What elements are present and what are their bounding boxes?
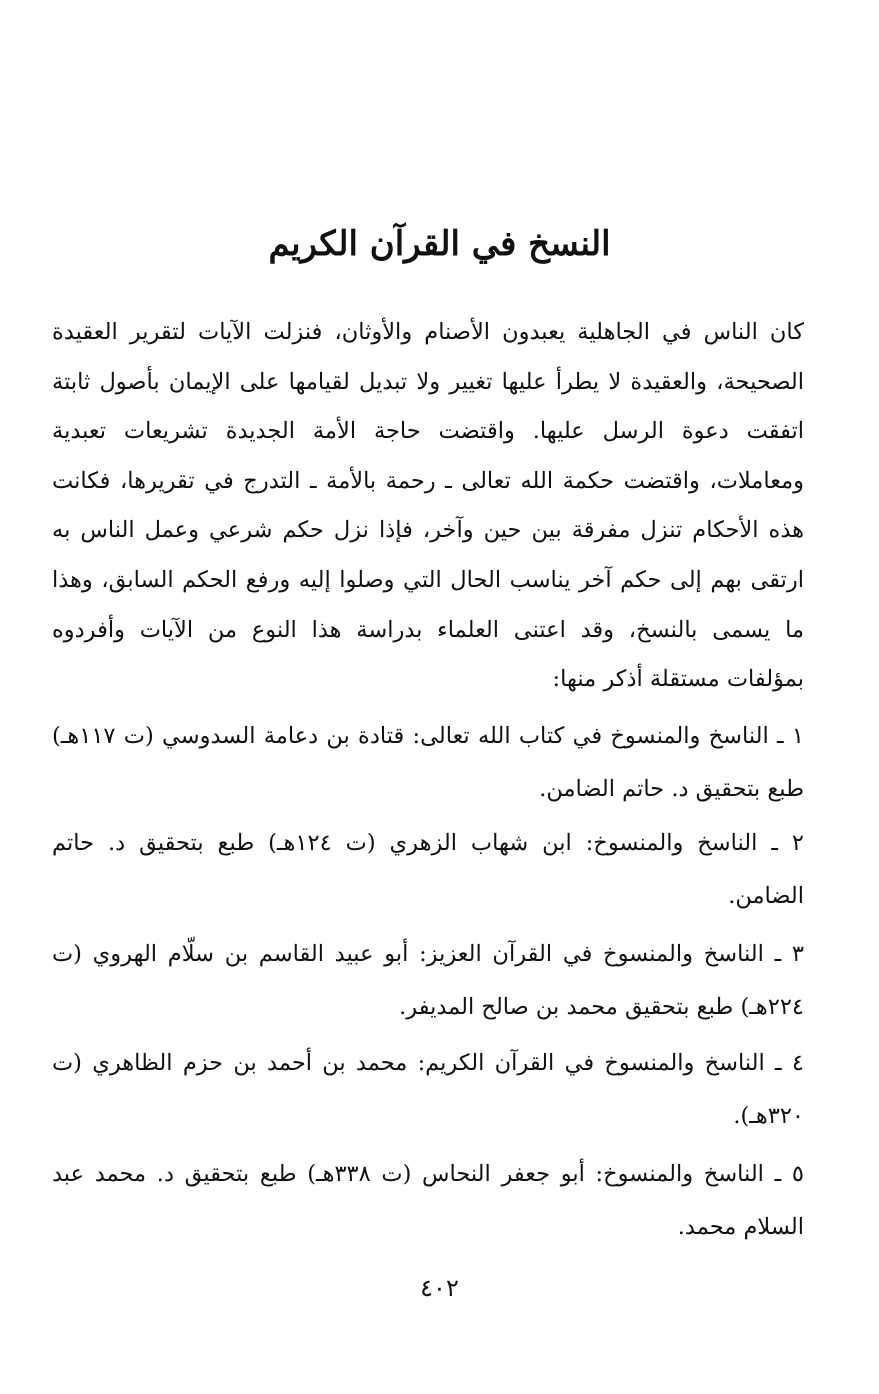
page-number: ٤٠٢ xyxy=(420,1274,459,1302)
reference-item: ٢ ـ الناسخ والمنسوخ: ابن شهاب الزهري (ت ١٢٤هـ) طبع بتحقيق د. حاتم الضامن. xyxy=(52,830,804,909)
intro-paragraph: كان الناس في الجاهلية يعبدون الأصنام والأوثان، فنزلت الآيات لتقرير العقيدة الصحيحة، والعقيدة لا يطرأ عليها تغيير ولا تبديل لقيامها على الإيمان بأصول ثابتة اتفقت دعوة الرسل عليها. واقتضت حاجة الأمة الجديدة تشريعات تعبدية ومعاملات، واقتضت حكمة الله تعالى ـ رحمة بالأمة ـ التدرج في تقريرها، فكانت هذه الأحكام تنزل مفرقة بين حين وآخر، فإذا نزل حكم شرعي وعمل الناس به ارتقى بهم إلى حكم آخر يناسب الحال التي وصلوا إليه ورفع الحكم السابق، وهذا ما يسمى بالنسخ، وقد اعتنى العلماء بدراسة هذا النوع من الآيات وأفردوه بمؤلفات مستقلة أذكر منها: xyxy=(52,319,804,693)
reference-item: ٥ ـ الناسخ والمنسوخ: أبو جعفر النحاس (ت ٣٣٨هـ) طبع بتحقيق د. محمد عبد السلام محمد. xyxy=(52,1161,804,1240)
chapter-title: النسخ في القرآن الكريم xyxy=(268,224,611,264)
reference-item: ٤ ـ الناسخ والمنسوخ في القرآن الكريم: محمد بن أحمد بن حزم الظاهري (ت ٣٢٠هـ). xyxy=(52,1050,804,1129)
reference-item: ١ ـ الناسخ والمنسوخ في كتاب الله تعالى: قتادة بن دعامة السدوسي (ت ١١٧هـ) طبع بتحقيق د. حاتم الضامن. xyxy=(52,723,804,802)
reference-item: ٣ ـ الناسخ والمنسوخ في القرآن العزيز: أبو عبيد القاسم بن سلّام الهروي (ت ٢٢٤هـ) طبع بتحقيق محمد بن صالح المديفر. xyxy=(52,941,804,1020)
